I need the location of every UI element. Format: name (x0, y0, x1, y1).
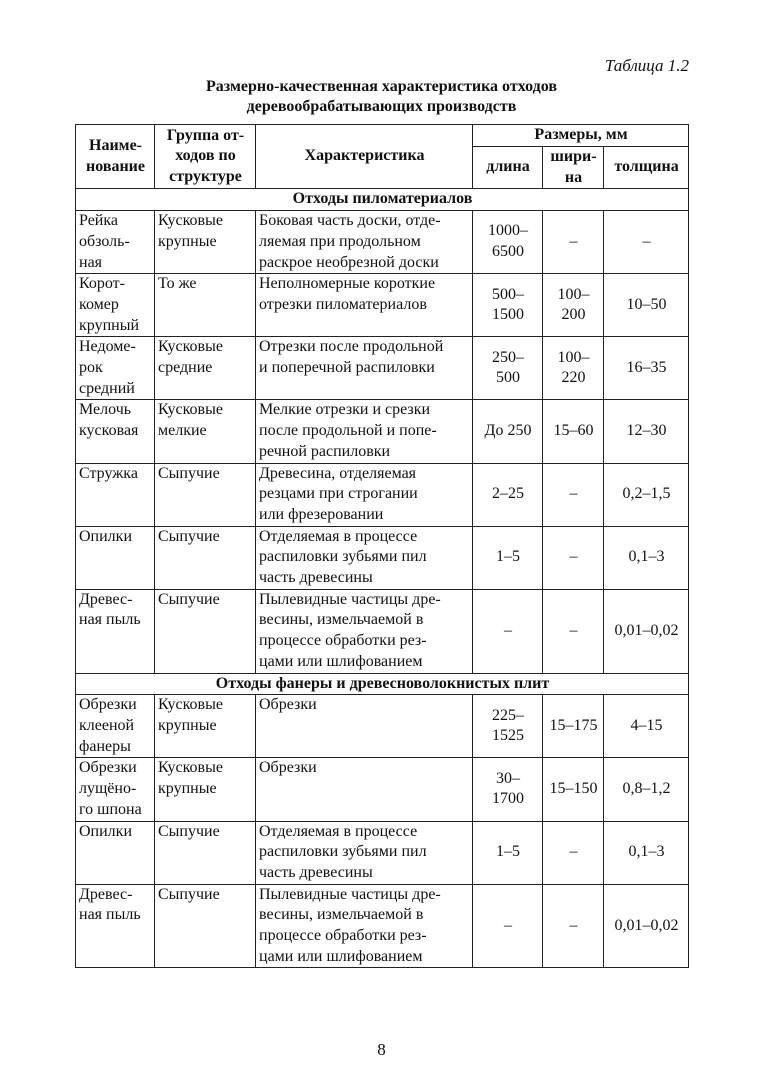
cell-thickness-line: 0,2–1,5 (622, 485, 671, 503)
cell-thickness-line: 0,8–1,2 (622, 780, 671, 798)
cell-thickness-line: 12–30 (626, 422, 667, 440)
waste-characteristics-table (75, 124, 689, 968)
cell-thickness-line: 0,1–3 (628, 843, 665, 861)
cell-characteristic-line: или фрезеровании (259, 505, 384, 523)
cell-group-line: Кусковые (158, 759, 223, 777)
section-title: Отходы фанеры и древесноволокнистых плит (76, 673, 689, 695)
cell-characteristic-line: Обрезки (259, 696, 317, 714)
cell-group-line: Сыпучие (158, 527, 220, 545)
cell-name-line: Рейка (79, 212, 118, 230)
cell-name-line: Обрезки (79, 759, 137, 777)
table-title (75, 77, 688, 117)
cell-characteristic-line: часть древесины (259, 863, 373, 881)
cell-length (473, 589, 543, 673)
cell-name-line: Стружка (79, 464, 138, 482)
cell-characteristic-line: Пылевидные частицы дре- (259, 590, 441, 608)
cell-characteristic-line: речной распиловки (259, 442, 391, 460)
cell-name (76, 695, 155, 758)
cell-characteristic-line: Отделяемая в процессе (259, 527, 418, 545)
table-row (76, 211, 689, 274)
cell-characteristic-line: и поперечной распиловки (259, 359, 435, 377)
cell-thickness-line: 0,1–3 (628, 548, 665, 566)
cell-thickness-line: 0,01–0,02 (614, 916, 679, 934)
cell-characteristic (256, 526, 473, 589)
cell-length-line: 500– (492, 285, 524, 303)
cell-name (76, 463, 155, 526)
cell-name-line: ная пыль (79, 611, 141, 629)
page-number: 8 (377, 1040, 386, 1059)
cell-length (473, 274, 543, 337)
cell-group (155, 400, 256, 463)
cell-characteristic (256, 589, 473, 673)
cell-name (76, 337, 155, 400)
cell-length (473, 400, 543, 463)
cell-name-line: Обрезки (79, 696, 137, 714)
cell-length-line: 1500 (492, 306, 524, 324)
cell-name-line: фанеры (79, 737, 131, 755)
table-row (76, 695, 689, 758)
cell-length-line: 6500 (492, 243, 524, 261)
cell-group-line: мелкие (158, 422, 207, 440)
cell-name (76, 589, 155, 673)
cell-characteristic-line: распиловки зубьями пил (259, 843, 427, 861)
cell-thickness-line: 10–50 (626, 295, 667, 313)
cell-group-line: крупные (158, 716, 217, 734)
cell-length-line: – (504, 916, 512, 934)
cell-width-line: – (569, 232, 578, 250)
cell-characteristic-line: Пылевидные частицы дре- (259, 885, 441, 903)
cell-group (155, 211, 256, 274)
cell-width (543, 695, 604, 758)
cell-name (76, 821, 155, 884)
cell-width-line: 100– (557, 285, 590, 303)
cell-characteristic (256, 463, 473, 526)
cell-width-line: 220 (561, 369, 586, 387)
cell-name-line: Опилки (79, 822, 132, 840)
cell-length-line: 250– (492, 348, 524, 366)
cell-group (155, 274, 256, 337)
cell-characteristic (256, 274, 473, 337)
header-name-line: Наиме- (89, 137, 142, 154)
cell-thickness-line: 4–15 (630, 716, 663, 734)
cell-characteristic-line: ляемая при продольном (259, 232, 421, 250)
cell-width (543, 337, 604, 400)
cell-name-line: ная пыль (79, 906, 141, 924)
cell-width-line: – (569, 621, 578, 639)
cell-length-line: 1–5 (496, 548, 520, 566)
table-number-label: Таблица 1.2 (604, 56, 689, 75)
cell-characteristic-line: резцами при строгании (259, 485, 418, 503)
cell-thickness (604, 821, 689, 884)
cell-width-line: – (569, 916, 578, 934)
cell-width (543, 821, 604, 884)
cell-characteristic-line: Боковая часть доски, отде- (259, 212, 441, 230)
cell-characteristic-line: Отделяемая в процессе (259, 822, 418, 840)
cell-thickness-line: – (642, 232, 651, 250)
cell-characteristic-line: Отрезки после продольной (259, 338, 444, 356)
cell-width (543, 526, 604, 589)
cell-width (543, 463, 604, 526)
cell-length (473, 821, 543, 884)
cell-name-line: крупный (79, 316, 139, 334)
cell-name (76, 884, 155, 968)
cell-group (155, 589, 256, 673)
cell-group-line: Сыпучие (158, 822, 220, 840)
header-group-line: Группа от- (166, 126, 245, 144)
cell-name-line: Корот- (79, 275, 125, 293)
cell-name-line: клееной (79, 716, 135, 734)
cell-group (155, 695, 256, 758)
cell-group-line: Кусковые (158, 401, 223, 419)
cell-thickness (604, 463, 689, 526)
table-row (76, 821, 689, 884)
cell-width-line: – (569, 843, 578, 861)
cell-characteristic-line: Обрезки (259, 759, 317, 777)
cell-group (155, 463, 256, 526)
table-row (76, 337, 689, 400)
cell-length (473, 463, 543, 526)
header-sizes: Размеры, мм (473, 125, 689, 147)
table-row (76, 526, 689, 589)
cell-characteristic-line: Мелкие отрезки и срезки (259, 401, 431, 419)
cell-length-line: 1700 (492, 790, 524, 808)
table-row (76, 463, 689, 526)
cell-name-line: кусковая (79, 422, 139, 440)
cell-thickness (604, 211, 689, 274)
header-width-line: шири- (550, 148, 597, 165)
cell-characteristic-line: весины, измельчаемой в (259, 611, 424, 629)
cell-name-line: го шпона (79, 800, 142, 818)
cell-name-line: Мелочь (79, 401, 132, 419)
cell-length (473, 758, 543, 821)
cell-characteristic-line: распиловки зубьями пил (259, 548, 427, 566)
cell-group-line: Кусковые (158, 338, 223, 356)
cell-characteristic-line: часть древесины (259, 569, 373, 587)
cell-group (155, 758, 256, 821)
header-characteristic: Характеристика (256, 125, 473, 189)
cell-width-line: – (569, 548, 578, 566)
table-title-line: деревообрабатывающих производств (246, 98, 517, 115)
cell-name-line: рок (79, 359, 103, 377)
cell-width (543, 758, 604, 821)
cell-width (543, 211, 604, 274)
header-length: длина (473, 147, 543, 189)
cell-width-line: 15–175 (549, 716, 598, 734)
cell-group-line: Кусковые (158, 212, 223, 230)
cell-length (473, 337, 543, 400)
cell-characteristic (256, 695, 473, 758)
cell-characteristic (256, 337, 473, 400)
cell-width-line: 15–150 (549, 780, 598, 798)
header-width-line: на (564, 168, 583, 186)
cell-group-line: Сыпучие (158, 464, 220, 482)
header-group-line: ходов по (175, 147, 236, 165)
header-group (155, 125, 256, 189)
cell-characteristic-line: процессе обработки рез- (259, 927, 427, 945)
header-thickness: толщина (604, 147, 689, 189)
cell-name-line: комер (79, 295, 119, 313)
cell-name-line: ная (79, 253, 103, 271)
cell-name-line: обзоль- (79, 232, 130, 250)
section-header-row (76, 673, 689, 695)
cell-group-line: Сыпучие (158, 885, 220, 903)
table-row (76, 884, 689, 968)
cell-group (155, 821, 256, 884)
cell-characteristic-line: отрезки пиломатериалов (259, 295, 427, 313)
cell-length-line: 2–25 (492, 485, 524, 503)
cell-length-line: – (504, 621, 512, 639)
cell-length-line: 225– (492, 706, 524, 724)
table-header (76, 125, 689, 189)
cell-characteristic-line: цами или шлифованием (259, 947, 423, 965)
cell-characteristic-line: цами или шлифованием (259, 652, 423, 670)
cell-length-line: 30– (496, 769, 520, 787)
cell-group-line: Кусковые (158, 696, 223, 714)
cell-thickness-line: 16–35 (626, 359, 667, 377)
cell-name (76, 758, 155, 821)
cell-characteristic-line: раскрое необрезной доски (259, 253, 439, 271)
cell-name-line: Опилки (79, 527, 132, 545)
cell-characteristic (256, 821, 473, 884)
cell-name-line: лущёно- (79, 780, 137, 798)
cell-thickness (604, 337, 689, 400)
table-body (76, 189, 689, 968)
cell-name (76, 400, 155, 463)
cell-thickness (604, 400, 689, 463)
header-width (543, 147, 604, 189)
cell-thickness (604, 589, 689, 673)
cell-width-line: – (569, 485, 578, 503)
cell-group (155, 337, 256, 400)
cell-length (473, 695, 543, 758)
cell-name-line: средний (79, 379, 135, 397)
cell-group-line: крупные (158, 780, 217, 798)
cell-name-line: Древес- (79, 590, 133, 608)
cell-characteristic-line: весины, измельчаемой в (259, 906, 424, 924)
cell-width-line: 15–60 (553, 422, 594, 440)
table-row (76, 589, 689, 673)
cell-group (155, 526, 256, 589)
cell-name-line: Недоме- (79, 338, 136, 356)
header-name (76, 125, 155, 189)
cell-name (76, 274, 155, 337)
cell-length (473, 211, 543, 274)
cell-thickness-line: 0,01–0,02 (614, 621, 679, 639)
cell-characteristic-line: после продольной и попе- (259, 422, 437, 440)
cell-group (155, 884, 256, 968)
cell-group-line: крупные (158, 232, 217, 250)
cell-characteristic-line: процессе обработки рез- (259, 632, 427, 650)
cell-characteristic-line: Неполномерные короткие (259, 275, 436, 293)
section-title: Отходы пиломатериалов (76, 189, 689, 211)
cell-length-line: 1000– (488, 222, 528, 240)
cell-thickness (604, 884, 689, 968)
cell-width (543, 589, 604, 673)
cell-thickness (604, 274, 689, 337)
cell-name-line: Древес- (79, 885, 133, 903)
cell-width-line: 200 (561, 306, 586, 324)
cell-length-line: 500 (496, 369, 520, 387)
section-header-row (76, 189, 689, 211)
cell-length-line: 1525 (492, 727, 524, 745)
cell-thickness (604, 758, 689, 821)
cell-thickness (604, 695, 689, 758)
table-title-line: Размерно-качественная характеристика отходов (206, 78, 557, 95)
cell-group-line: Сыпучие (158, 590, 220, 608)
cell-characteristic (256, 211, 473, 274)
cell-group-line: средние (158, 359, 213, 377)
cell-width (543, 400, 604, 463)
cell-length (473, 526, 543, 589)
cell-characteristic (256, 884, 473, 968)
cell-thickness (604, 526, 689, 589)
cell-name (76, 526, 155, 589)
cell-characteristic (256, 400, 473, 463)
table-row (76, 400, 689, 463)
cell-characteristic-line: Древесина, отделяемая (259, 464, 417, 482)
cell-width-line: 100– (557, 348, 590, 366)
header-group-line: структуре (169, 168, 242, 186)
cell-characteristic (256, 758, 473, 821)
table-row (76, 758, 689, 821)
header-name-line: нование (86, 157, 145, 175)
cell-length (473, 884, 543, 968)
table-row (76, 274, 689, 337)
cell-length-line: 1–5 (496, 843, 520, 861)
cell-length-line: До 250 (484, 422, 532, 440)
cell-width (543, 274, 604, 337)
cell-group-line: То же (158, 275, 197, 293)
cell-name (76, 211, 155, 274)
cell-width (543, 884, 604, 968)
